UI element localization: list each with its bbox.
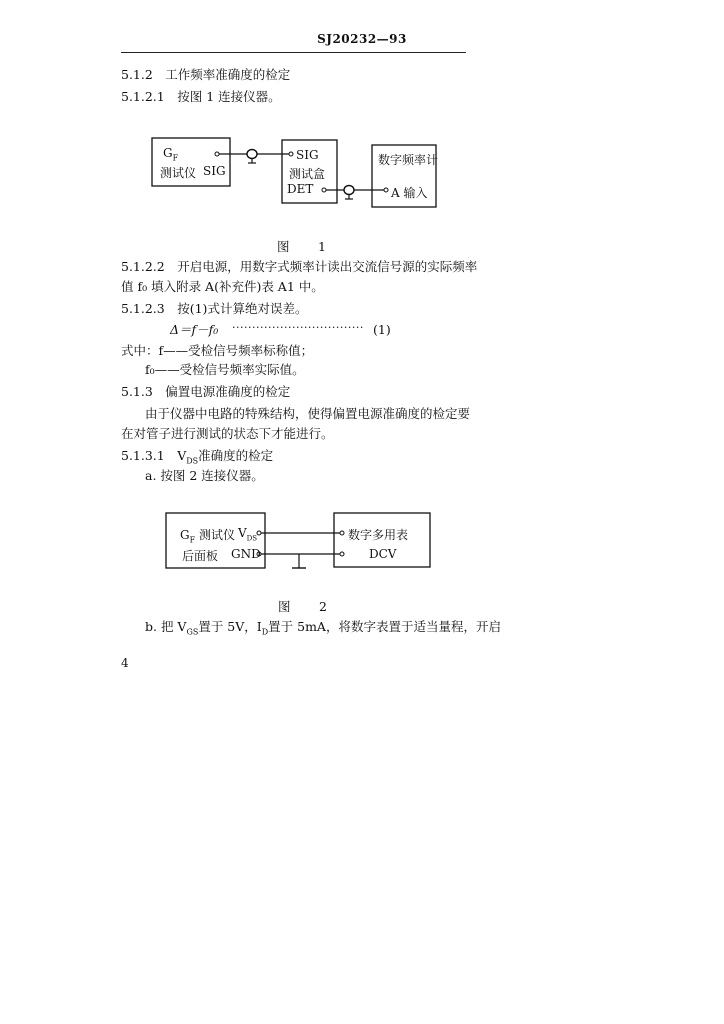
fig1-caption: 图 1: [277, 239, 334, 254]
fig2-box2-label: 数字多用表: [348, 528, 409, 542]
document-number: SJ20232—93: [317, 32, 407, 46]
fig2-box2-dcv-port: DCV: [369, 547, 397, 561]
section-5-1-2-2-line2: 值 f₀ 填入附录 A(补充件)表 A1 中。: [121, 279, 324, 294]
fig1-box1-label: 测试仪: [160, 166, 197, 180]
section-5-1-3-para-line1: 由于仪器中电路的特殊结构，使得偏置电源准确度的检定要: [145, 406, 471, 421]
page-number: 4: [121, 656, 129, 670]
fig2-box1-gnd-port: GND: [231, 547, 261, 561]
step-a: a. 按图 2 连接仪器。: [145, 468, 264, 483]
fig2-caption: 图 2: [278, 599, 335, 614]
fig1-coax-connector-icon: [344, 186, 354, 195]
fig2-box1-vds-port: $V_{DS}$: [238, 526, 258, 543]
section-5-1-3-para-line2: 在对管子进行测试的状态下才能进行。: [121, 426, 334, 441]
fig1-box2-sig-port: SIG: [296, 148, 319, 162]
fig1-box2-label: 测试盒: [289, 167, 326, 181]
section-5-1-2-2-line1: 5.1.2.2 开启电源，用数字式频率计读出交流信号源的实际频率: [121, 259, 478, 274]
formula-1: Δ＝f－f₀: [170, 322, 219, 337]
section-5-1-2-3: 5.1.2.3 按(1)式计算绝对误差。: [121, 301, 308, 316]
where-f: 式中：f——受检信号频率标称值；: [121, 343, 314, 358]
formula-leader-dots: ·································: [232, 321, 364, 334]
step-b: b. 把 $V_{GS}$置于 5V，$I_D$置于 5mA，将数字表置于适当量程，开启: [145, 619, 501, 637]
section-5-1-3-1-heading: 5.1.3.1 $V_{DS}$准确度的检定: [121, 448, 274, 466]
fig1-box3-a-input-port: A 输入: [391, 186, 428, 200]
where-f0: f₀——受检信号频率实际值。: [145, 362, 305, 377]
fig1-coax-connector-icon: [247, 150, 257, 159]
fig1-box3-label: 数字频率计: [378, 153, 439, 167]
fig1-box1-sig-port: SIG: [203, 164, 226, 178]
fig1-box1-title: $G_F$: [163, 146, 179, 163]
section-5-1-2-1: 5.1.2.1 按图 1 连接仪器。: [121, 89, 281, 104]
section-5-1-3-heading: 5.1.3 偏置电源准确度的检定: [121, 384, 291, 399]
fig1-box2-det-port: DET: [287, 182, 314, 196]
fig2-box1-label: 后面板: [182, 549, 219, 563]
section-5-1-2-heading: 5.1.2 工作频率准确度的检定: [121, 67, 291, 82]
fig2-box1-title: $G_F$ 测试仪: [180, 528, 235, 545]
formula-number: (1): [373, 322, 391, 337]
